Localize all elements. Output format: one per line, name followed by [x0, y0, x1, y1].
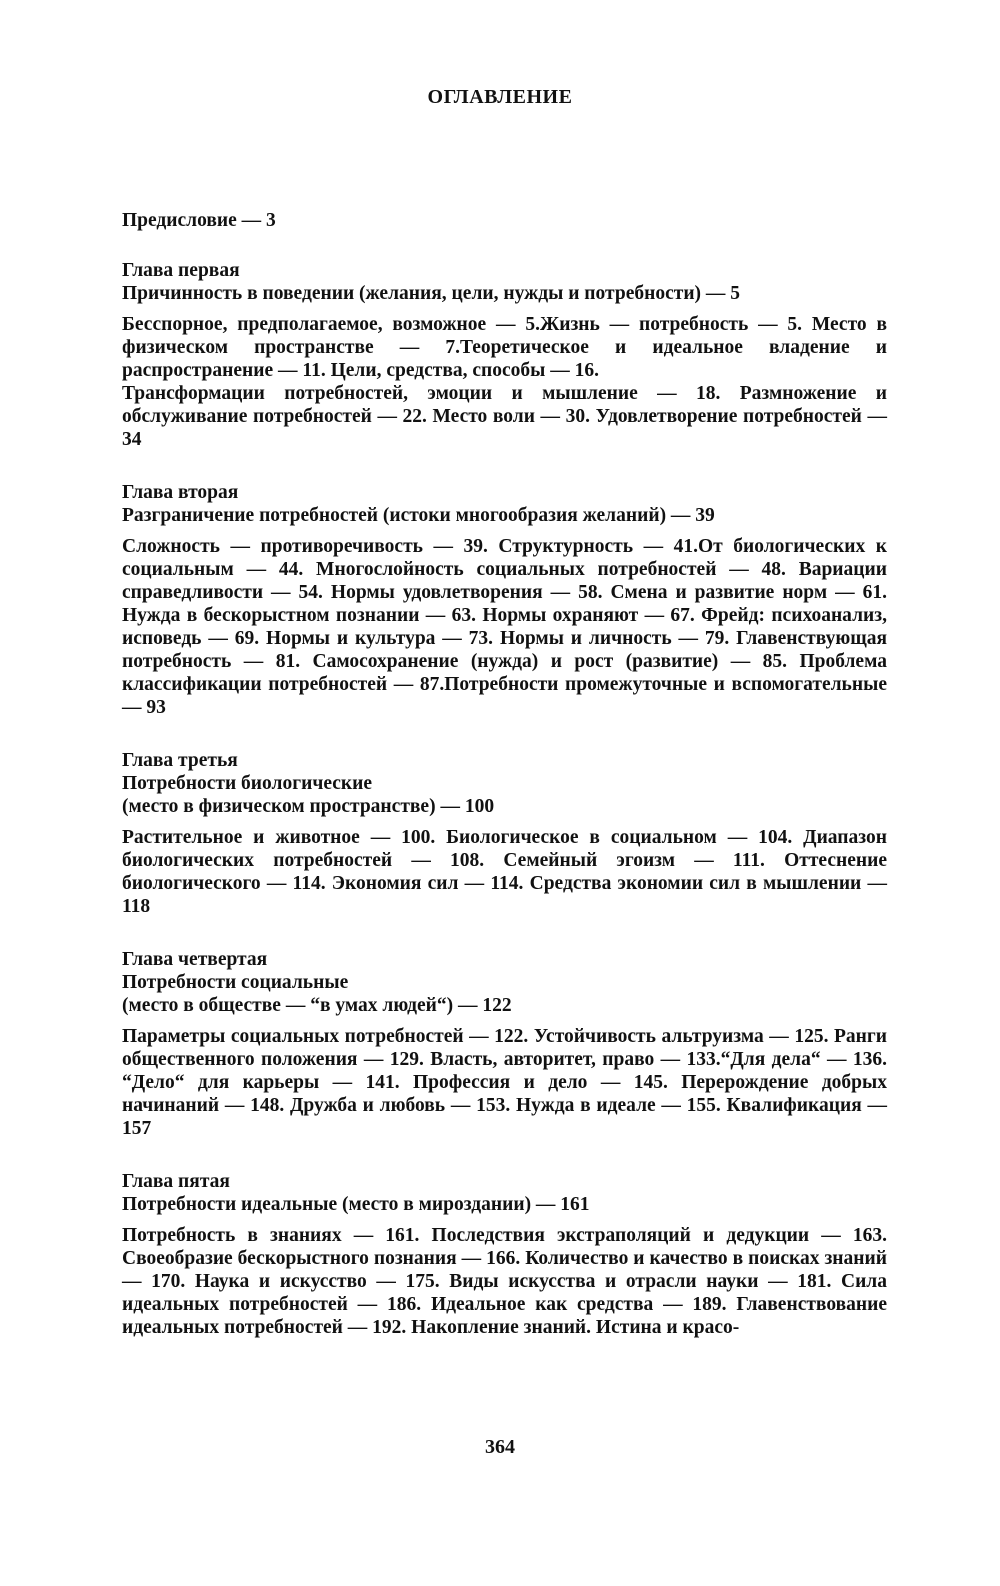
chapter-label: Глава первая [122, 260, 240, 281]
chapter-title [122, 772, 887, 818]
chapter-contents [122, 535, 887, 719]
toc-entry-preface: Предисловие — 3 [122, 210, 276, 231]
chapter-title-line: Причинность в поведении (желания, цели, нужды и потребности) — 5 [122, 283, 741, 304]
chapter-label: Глава четвертая [122, 949, 268, 970]
chapter-title-line: Потребности социальные [122, 972, 349, 993]
chapter-contents [122, 313, 887, 451]
chapter-label: Глава вторая [122, 482, 239, 503]
chapter-paragraph: Параметры социальных потребностей — 122. Устойчивость альтруизма — 125. Ранги общественного положения — 129. Власть, авторитет, право — 133.“Для дела“ — 136. “Дело“ для карьеры — 141. Профессия и дело — 145. Перерождение добрых начинаний — 148. Дружба и любовь — 153. Нужда в идеале — 155. Квалификация — 157 [122, 1026, 887, 1139]
chapter-contents [122, 826, 887, 918]
chapter-title-line: (место в физическом пространстве) — 100 [122, 796, 495, 817]
chapter-section [122, 749, 887, 918]
chapter-list [122, 259, 887, 1339]
chapter-paragraph: Потребность в знаниях — 161. Последствия экстраполяций и дедукции — 163. Своеобразие бескорыстного познания — 166. Количество и качество в поисках знаний — 170. Наука и искусство — 175. Виды искусства и отрасли науки — 181. Сила идеальных потребностей — 186. Идеальное как средства — 189. Главенствование идеальных потребностей — 192. Накопление знаний. Истина и красо- [122, 1225, 887, 1338]
page-title: ОГЛАВЛЕНИЕ [427, 86, 573, 108]
chapter-label: Глава третья [122, 750, 238, 771]
chapter-section [122, 1170, 887, 1339]
chapter-title [122, 971, 887, 1017]
chapter-paragraph: Бесспорное, предполагаемое, возможное — 5.Жизнь — потребность — 5. Место в физическом пространстве — 7.Теоретическое и идеальное владение и распространение — 11. Цели, средства, способы — 16. [122, 314, 887, 381]
table-of-contents [122, 209, 887, 1369]
chapter-contents [122, 1025, 887, 1140]
chapter-section [122, 481, 887, 719]
chapter-title-line: Потребности идеальные (место в мироздании) — 161 [122, 1194, 590, 1215]
chapter-section [122, 948, 887, 1140]
chapter-title [122, 1193, 887, 1216]
chapter-title-line: Разграничение потребностей (истоки многообразия желаний) — 39 [122, 505, 715, 526]
chapter-paragraph: Растительное и животное — 100. Биологическое в социальном — 104. Диапазон биологических потребностей — 108. Семейный эгоизм — 111. Оттеснение биологического — 114. Экономия сил — 114. Средства экономии сил в мышлении — 118 [122, 827, 887, 917]
chapter-label: Глава пятая [122, 1171, 230, 1192]
chapter-paragraph: Трансформации потребностей, эмоции и мышление — 18. Размножение и обслуживание потребностей — 22. Место воли — 30. Удовлетворение потребностей — 34 [122, 383, 887, 450]
chapter-section [122, 259, 887, 451]
chapter-title-line: (место в обществе — “в умах людей“) — 122 [122, 995, 512, 1016]
chapter-title [122, 504, 887, 527]
chapter-title [122, 282, 887, 305]
chapter-contents [122, 1224, 887, 1339]
page-number: 364 [485, 1436, 515, 1458]
chapter-paragraph: Сложность — противоречивость — 39. Структурность — 41.От биологических к социальным — 44. Многослойность социальных потребностей — 48. Вариации справедливости — 54. Нормы удовлетворения — 58. Смена и развитие норм — 61. Нужда в бескорыстном познании — 63. Нормы охраняют — 67. Фрейд: психоанализ, исповедь — 69. Нормы и культура — 73. Нормы и личность — 79. Главенствующая потребность — 81. Самосохранение (нужда) и рост (развитие) — 85. Проблема классификации потребностей — 87.Потребности промежуточные и вспомогательные — 93 [122, 536, 887, 718]
chapter-title-line: Потребности биологические [122, 773, 372, 794]
